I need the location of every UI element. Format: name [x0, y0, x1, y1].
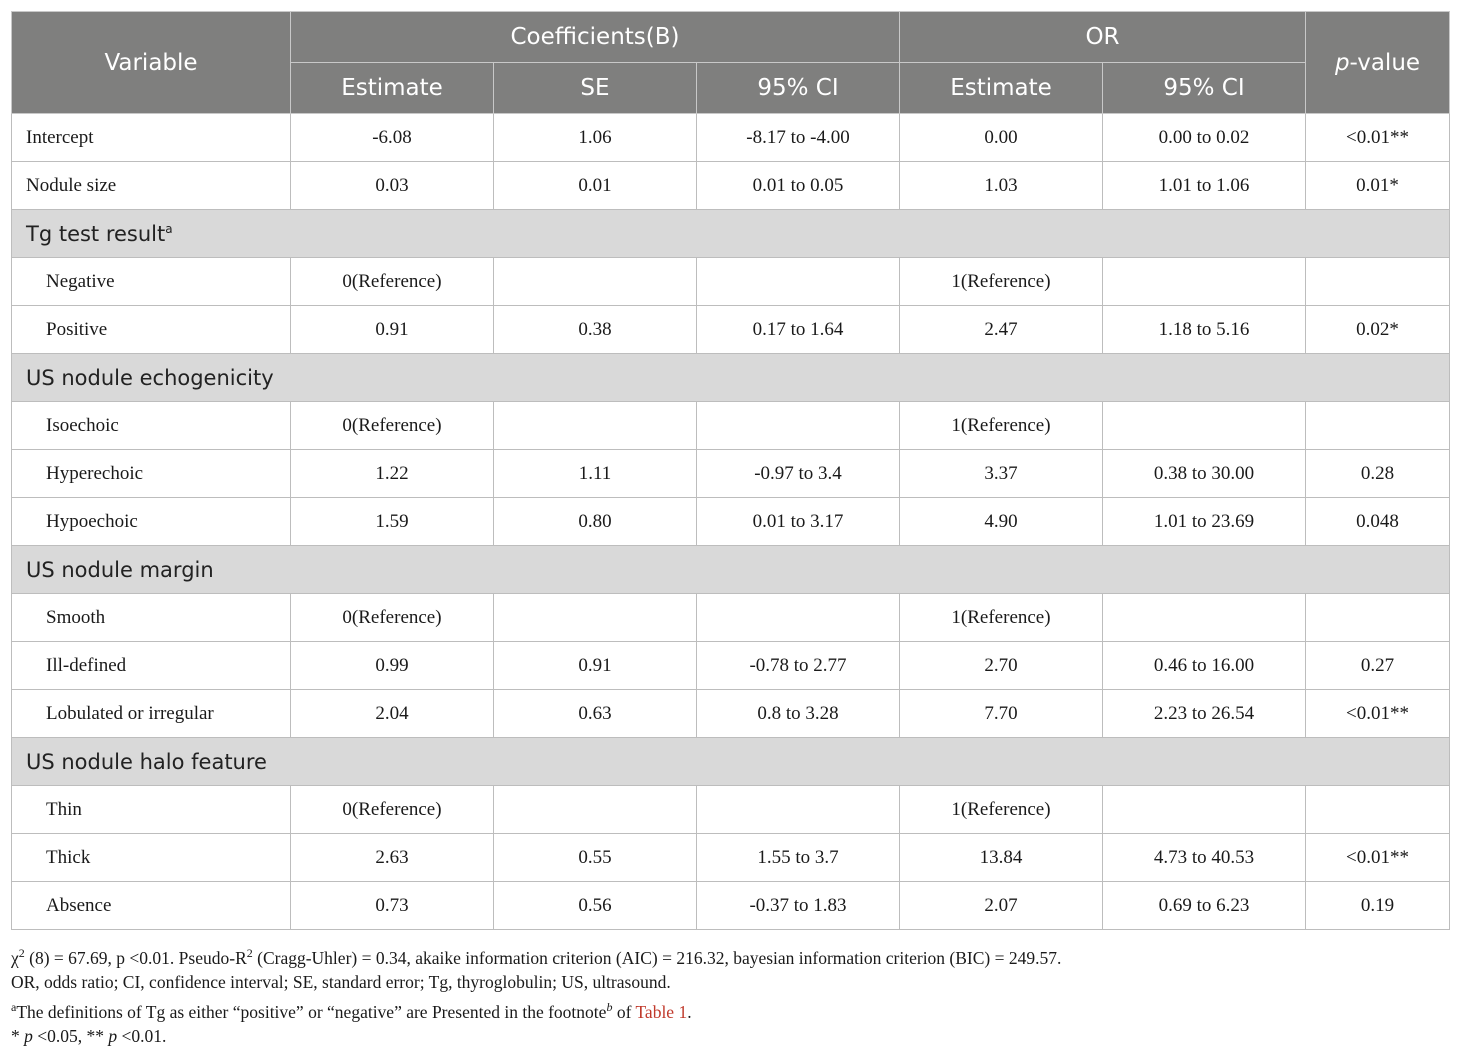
section-title: US nodule margin — [12, 546, 1450, 594]
cell — [494, 594, 697, 642]
cell: 0.69 to 6.23 — [1103, 882, 1306, 930]
cell: 1.11 — [494, 450, 697, 498]
row-label: Hypoechoic — [12, 498, 291, 546]
cell: 1.01 to 23.69 — [1103, 498, 1306, 546]
table-1-link[interactable]: Table 1 — [635, 1001, 688, 1022]
cell: 0.27 — [1306, 642, 1450, 690]
cell: 0.01 to 0.05 — [697, 162, 900, 210]
cell: 2.63 — [291, 834, 494, 882]
cell — [1103, 594, 1306, 642]
cell: 0(Reference) — [291, 258, 494, 306]
header-variable: Variable — [12, 12, 291, 114]
cell: 0.38 to 30.00 — [1103, 450, 1306, 498]
cell: 0.91 — [291, 306, 494, 354]
cell: 0.99 — [291, 642, 494, 690]
row-label: Thin — [12, 786, 291, 834]
cell: 1.59 — [291, 498, 494, 546]
table-row — [12, 498, 1450, 546]
section-header-row — [12, 210, 1450, 258]
table-row — [12, 402, 1450, 450]
table-row — [12, 834, 1450, 882]
cell: 0(Reference) — [291, 786, 494, 834]
header-coef-ci: 95% CI — [697, 63, 900, 114]
cell — [1306, 402, 1450, 450]
row-label: Nodule size — [12, 162, 291, 210]
footnote-significance: * p <0.05, ** p <0.01. — [11, 1026, 167, 1047]
row-label: Smooth — [12, 594, 291, 642]
row-label: Isoechoic — [12, 402, 291, 450]
cell: 0.73 — [291, 882, 494, 930]
row-label: Hyperechoic — [12, 450, 291, 498]
table-row — [12, 306, 1450, 354]
cell: -6.08 — [291, 114, 494, 162]
cell: 0.03 — [291, 162, 494, 210]
cell: -0.78 to 2.77 — [697, 642, 900, 690]
cell: 0(Reference) — [291, 594, 494, 642]
cell: 0.00 to 0.02 — [1103, 114, 1306, 162]
cell: 0.02* — [1306, 306, 1450, 354]
cell: 0.048 — [1306, 498, 1450, 546]
table-row — [12, 258, 1450, 306]
cell — [1306, 786, 1450, 834]
cell: 0.01 — [494, 162, 697, 210]
section-title: US nodule echogenicity — [12, 354, 1450, 402]
cell: 0.00 — [900, 114, 1103, 162]
row-label: Absence — [12, 882, 291, 930]
cell: 3.37 — [900, 450, 1103, 498]
cell: 0(Reference) — [291, 402, 494, 450]
cell: 2.07 — [900, 882, 1103, 930]
header-coef-se: SE — [494, 63, 697, 114]
cell: 0.01 to 3.17 — [697, 498, 900, 546]
table-row — [12, 690, 1450, 738]
table-footnotes — [11, 941, 1449, 1049]
cell — [494, 786, 697, 834]
cell: 0.28 — [1306, 450, 1450, 498]
header-or-ci: 95% CI — [1103, 63, 1306, 114]
cell — [1103, 258, 1306, 306]
cell — [697, 258, 900, 306]
cell: 0.46 to 16.00 — [1103, 642, 1306, 690]
cell: -0.37 to 1.83 — [697, 882, 900, 930]
row-label: Ill-defined — [12, 642, 291, 690]
table-row — [12, 642, 1450, 690]
cell: 2.47 — [900, 306, 1103, 354]
table-row — [12, 882, 1450, 930]
cell: <0.01** — [1306, 114, 1450, 162]
row-label: Intercept — [12, 114, 291, 162]
cell: 1(Reference) — [900, 594, 1103, 642]
cell: 0.8 to 3.28 — [697, 690, 900, 738]
section-title: Tg test result$^a$ — [12, 210, 1450, 258]
footnote-statistics: $\chi^2$ (8) = 67.69, p <0.01. Pseudo-$R^2$ (Cragg-Uhler) = 0.34, akaike information criterion (AIC) = 216.32, bayesian information criterion (BIC) = 249.57. — [11, 946, 1062, 968]
cell: 0.56 — [494, 882, 697, 930]
header-coefficients: Coefficients(B) — [291, 12, 900, 63]
cell — [1103, 402, 1306, 450]
cell: 0.01* — [1306, 162, 1450, 210]
cell: 0.80 — [494, 498, 697, 546]
cell: -0.97 to 3.4 — [697, 450, 900, 498]
row-label: Thick — [12, 834, 291, 882]
footnote-a: $^a$The definitions of Tg as either “positive” or “negative” are Presented in the footnote$^b$ of Table 1. — [11, 999, 692, 1022]
cell — [697, 402, 900, 450]
cell: 1(Reference) — [900, 402, 1103, 450]
table-row — [12, 594, 1450, 642]
cell: 1.22 — [291, 450, 494, 498]
cell: 4.73 to 40.53 — [1103, 834, 1306, 882]
header-coef-estimate: Estimate — [291, 63, 494, 114]
cell: 0.91 — [494, 642, 697, 690]
cell — [1306, 258, 1450, 306]
cell: 2.04 — [291, 690, 494, 738]
cell — [1103, 786, 1306, 834]
cell: 13.84 — [900, 834, 1103, 882]
row-label: Lobulated or irregular — [12, 690, 291, 738]
cell: 1.03 — [900, 162, 1103, 210]
cell: <0.01** — [1306, 690, 1450, 738]
table-row — [12, 786, 1450, 834]
cell: 1.06 — [494, 114, 697, 162]
regression-table — [11, 11, 1450, 930]
cell: 0.38 — [494, 306, 697, 354]
cell: -8.17 to -4.00 — [697, 114, 900, 162]
header-or: OR — [900, 12, 1306, 63]
cell: 0.19 — [1306, 882, 1450, 930]
cell — [697, 786, 900, 834]
row-label: Positive — [12, 306, 291, 354]
cell — [1306, 594, 1450, 642]
footnote-abbreviations: OR, odds ratio; CI, confidence interval; SE, standard error; Tg, thyroglobulin; US, ultrasound. — [11, 972, 671, 993]
table-row-nodule-size — [12, 162, 1450, 210]
cell: 2.70 — [900, 642, 1103, 690]
cell: 1(Reference) — [900, 786, 1103, 834]
cell — [697, 594, 900, 642]
table-row-intercept — [12, 114, 1450, 162]
cell — [494, 258, 697, 306]
cell: 1.55 to 3.7 — [697, 834, 900, 882]
header-pvalue: p-value — [1306, 12, 1450, 114]
section-header-row — [12, 738, 1450, 786]
cell: <0.01** — [1306, 834, 1450, 882]
cell: 0.17 to 1.64 — [697, 306, 900, 354]
cell: 4.90 — [900, 498, 1103, 546]
cell: 1.18 to 5.16 — [1103, 306, 1306, 354]
cell: 0.63 — [494, 690, 697, 738]
cell — [494, 402, 697, 450]
section-header-row — [12, 354, 1450, 402]
section-title: US nodule halo feature — [12, 738, 1450, 786]
cell: 1(Reference) — [900, 258, 1103, 306]
row-label: Negative — [12, 258, 291, 306]
table-row — [12, 450, 1450, 498]
cell: 0.55 — [494, 834, 697, 882]
cell: 1.01 to 1.06 — [1103, 162, 1306, 210]
header-or-estimate: Estimate — [900, 63, 1103, 114]
cell: 2.23 to 26.54 — [1103, 690, 1306, 738]
section-header-row — [12, 546, 1450, 594]
cell: 7.70 — [900, 690, 1103, 738]
